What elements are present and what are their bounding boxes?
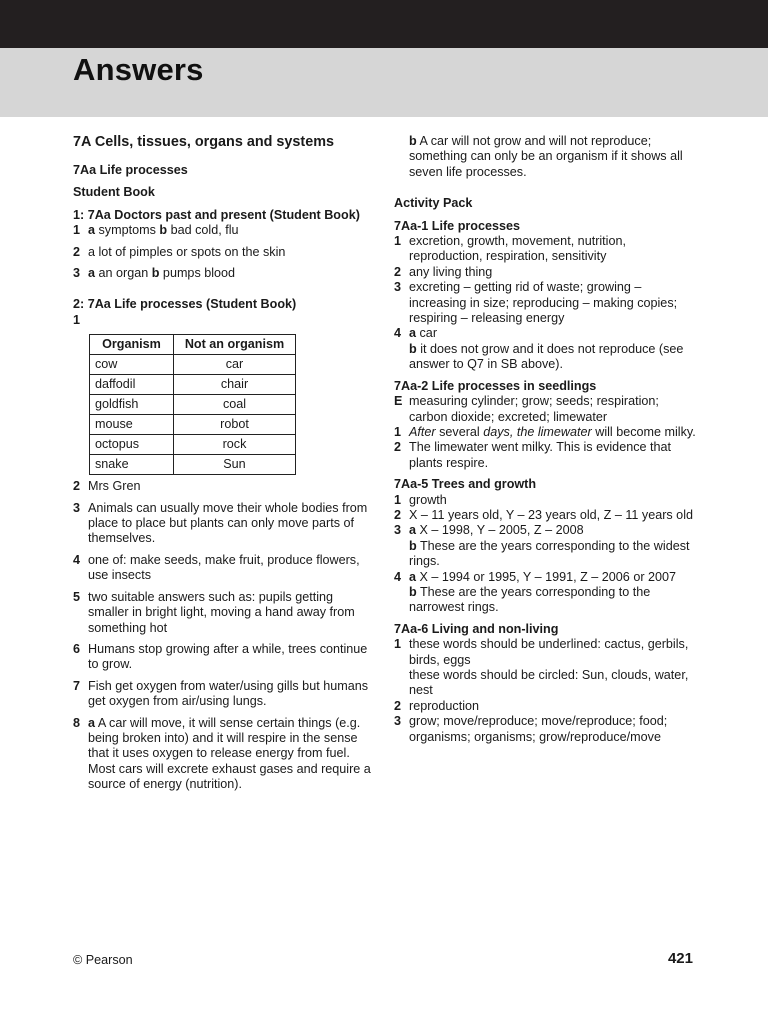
table-row (90, 435, 296, 455)
table-cell: chair (174, 375, 296, 395)
answer-number: 3 (394, 523, 402, 538)
answer-text: A car will not grow and will not reproduce; something can only be an organism if it shows all seven life processes. (409, 134, 683, 179)
answer-text: Animals can usually move their whole bodies from place to place but plants can only move parts of themselves. (88, 500, 368, 546)
activity-heading: 7Aa-6 Living and non-living (394, 621, 559, 636)
italic-text: days, the limewater (483, 424, 592, 439)
answer-item (394, 440, 699, 471)
answer-text: X – 1998, Y – 2005, Z – 2008 (416, 523, 584, 538)
answer-text: grow; move/reproduce; move/reproduce; food; organisms; organisms; grow/reproduce/move (409, 714, 668, 744)
answer-text: bad cold, flu (167, 223, 239, 238)
answer-text: Mrs Gren (88, 479, 141, 494)
answer-number: 3 (394, 280, 402, 295)
table-row (90, 355, 296, 375)
answer-item (73, 553, 373, 584)
answer-text: an organ (95, 266, 152, 281)
answer-number: 2 (394, 440, 402, 455)
answer-text: these words should be circled: Sun, clouds, water, nest (409, 668, 689, 698)
answer-item (394, 493, 699, 508)
answer-text: several (435, 424, 484, 439)
answer-number: 4 (394, 326, 402, 341)
table-cell: rock (174, 435, 296, 455)
answer-number: 4 (394, 569, 402, 584)
copyright-notice: © Pearson (73, 953, 133, 967)
answer-item (73, 223, 373, 238)
answer-number: 2 (394, 507, 402, 522)
answer-text: a lot of pimples or spots on the skin (88, 244, 286, 259)
part-label: a (409, 569, 417, 584)
page-title: Answers (73, 52, 204, 87)
table-row (90, 455, 296, 475)
table-cell: mouse (90, 415, 174, 435)
part-label: a (88, 223, 96, 238)
answer-item (394, 508, 699, 523)
answer-number: 6 (73, 641, 81, 656)
answer-number: 1 (394, 234, 402, 249)
answer-item (73, 642, 373, 673)
student-book-heading: Student Book (73, 185, 155, 200)
answer-item (73, 245, 373, 260)
answer-item (394, 570, 699, 616)
table-row (90, 415, 296, 435)
answer-text: excretion, growth, movement, nutrition, reproduction, respiration, sensitivity (409, 234, 626, 264)
answer-text: pumps blood (159, 266, 236, 281)
italic-text: After (409, 424, 436, 439)
answer-item (394, 714, 699, 745)
answer-item (73, 501, 373, 547)
answer-text: These are the years corresponding to the narrowest rings. (409, 584, 651, 615)
answer-number: 1 (73, 223, 81, 238)
answer-item (394, 523, 699, 569)
answer-text: These are the years corresponding to the widest rings. (409, 538, 690, 569)
answer-text: will become milky. (591, 424, 696, 439)
answer-item (73, 266, 373, 281)
question-heading: 1: 7Aa Doctors past and present (Student Book) (73, 207, 360, 222)
answer-text: X – 1994 or 1995, Y – 1991, Z – 2006 or 2007 (416, 569, 677, 584)
table-cell: coal (174, 395, 296, 415)
answer-text: two suitable answers such as: pupils getting smaller in bright light, moving a hand away from something hot (88, 589, 355, 635)
answer-item (73, 679, 373, 710)
right-column (394, 134, 699, 745)
answer-text: one of: make seeds, make fruit, produce flowers, use insects (88, 552, 360, 583)
page-number: 421 (667, 950, 693, 967)
answer-continuation (394, 134, 699, 180)
table-cell: snake (90, 455, 174, 475)
table-cell: goldfish (90, 395, 174, 415)
table-cell: robot (174, 415, 296, 435)
answer-number: 2 (394, 698, 402, 713)
answer-text: these words should be underlined: cactus, gerbils, birds, eggs (409, 637, 689, 667)
answer-number: 2 (394, 264, 402, 279)
part-label: b (409, 538, 417, 553)
answer-number: 4 (73, 552, 81, 567)
answer-text: measuring cylinder; grow; seeds; respiration; carbon dioxide; excreted; limewater (409, 394, 659, 424)
answer-text: symptoms (95, 223, 160, 238)
answer-text: X – 11 years old, Y – 23 years old, Z – 11 years old (409, 507, 693, 522)
answer-number: E (394, 394, 403, 409)
answer-item (73, 479, 373, 494)
activity-heading: 7Aa-1 Life processes (394, 218, 520, 233)
part-label: b (409, 134, 417, 148)
table-cell: octopus (90, 435, 174, 455)
answer-item (394, 699, 699, 714)
table-cell: car (174, 355, 296, 375)
question-heading: 2: 7Aa Life processes (Student Book) (73, 297, 297, 312)
answer-number: 7 (73, 678, 81, 693)
answer-text: car (416, 326, 438, 341)
answer-text: A car will move, it will sense certain things (e.g. being broken into) and it will respire in the sense that it uses oxygen to release energy from fuel. Most cars will excrete exhaust gases and require a source of energy (nutrition). (88, 715, 371, 792)
part-label: b (151, 266, 160, 281)
table-cell: cow (90, 355, 174, 375)
answer-number: 5 (73, 589, 81, 604)
part-label: b (409, 341, 417, 356)
table-row (90, 395, 296, 415)
answer-item (394, 394, 699, 425)
answer-item (394, 280, 699, 326)
answer-number: 2 (73, 244, 81, 259)
part-label: a (409, 523, 417, 538)
activity-pack-heading: Activity Pack (394, 196, 473, 211)
organism-table (89, 334, 296, 475)
answer-number: 8 (73, 715, 81, 730)
answer-item (394, 425, 699, 440)
left-column (73, 134, 373, 793)
answer-text: growth (409, 492, 447, 507)
subsection-title: 7Aa Life processes (73, 163, 188, 177)
column-header: Organism (90, 335, 174, 355)
activity-heading: 7Aa-5 Trees and growth (394, 477, 537, 492)
answer-number: 1 (73, 312, 81, 327)
answer-item (73, 590, 373, 636)
answer-number: 3 (394, 714, 402, 729)
table-header-row (90, 335, 296, 355)
table-cell: Sun (174, 455, 296, 475)
part-label: b (159, 223, 168, 238)
answer-text: reproduction (409, 698, 480, 713)
answer-item (394, 637, 699, 699)
answer-item (394, 234, 699, 265)
answer-text: Humans stop growing after a while, trees continue to grow. (88, 641, 368, 672)
answer-text: excreting – getting rid of waste; growing – increasing in size; reproducing – making copies; respiring – releasing energy (409, 280, 678, 326)
part-label: a (409, 326, 417, 341)
answer-number: 1 (394, 492, 402, 507)
answer-number: 1 (394, 424, 402, 439)
answer-number: 1 (394, 637, 402, 652)
column-header: Not an organism (174, 335, 296, 355)
answer-item (73, 716, 373, 793)
answer-text: any living thing (409, 264, 493, 279)
part-label: b (409, 584, 417, 599)
answer-number: 3 (73, 266, 81, 281)
header-bar (0, 0, 768, 48)
answer-item (394, 265, 699, 280)
part-label: a (88, 715, 96, 730)
answer-text: The limewater went milky. This is evidence that plants respire. (409, 440, 672, 470)
activity-heading: 7Aa-2 Life processes in seedlings (394, 378, 597, 393)
table-row (90, 375, 296, 395)
answer-number: 3 (73, 500, 81, 515)
answer-text: it does not grow and it does not reproduce (see answer to Q7 in SB above). (409, 341, 684, 372)
answer-text: Fish get oxygen from water/using gills but humans get oxygen from air/using lungs. (88, 678, 368, 709)
part-label: a (88, 266, 96, 281)
answer-item (394, 326, 699, 372)
answer-number: 2 (73, 479, 81, 494)
table-cell: daffodil (90, 375, 174, 395)
section-title: 7A Cells, tissues, organs and systems (73, 134, 335, 150)
